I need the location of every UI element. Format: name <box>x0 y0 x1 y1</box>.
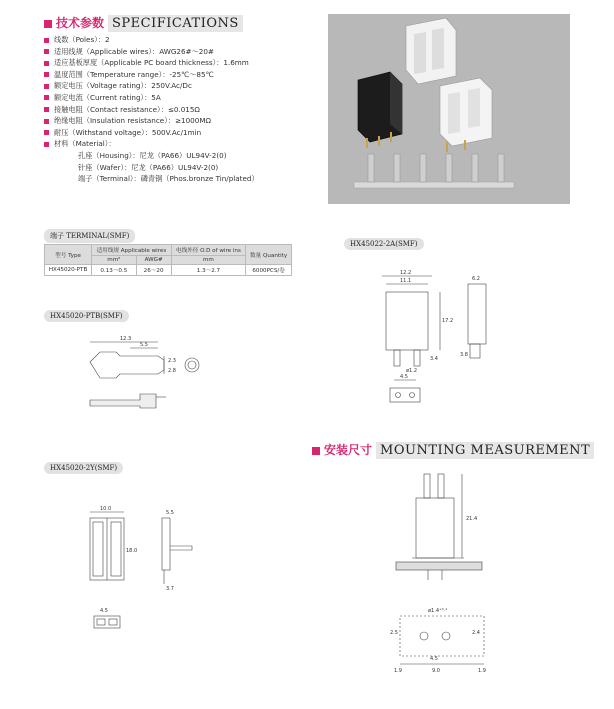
th-type: 型号 Type <box>45 245 92 265</box>
mount-header <box>312 441 594 458</box>
ptb-dim-length: 12.3 <box>120 336 132 342</box>
ptb-dim-b: 5.5 <box>140 342 148 348</box>
material-terminal: 端子（Terminal）：磷青铜（Phos.bronze Tin/plated） <box>78 174 259 184</box>
material-list <box>78 150 259 185</box>
y2-dim-p: 4.5 <box>100 608 108 614</box>
spec-list <box>44 34 249 150</box>
a2a-tag: HX45022-2A(SMF) <box>344 238 424 250</box>
a2a-dim-w1: 12.2 <box>400 270 412 276</box>
ptb-dim-c: 2.3 <box>168 358 176 364</box>
bullet-icon <box>44 61 49 66</box>
mount-header-en: MOUNTING MEASUREMENT <box>376 442 594 459</box>
spec-header-en: SPECIFICATIONS <box>108 15 243 32</box>
table-subheader-row: mm² AWG# mm <box>45 256 292 265</box>
ptb-tag: HX45020-PTB(SMF) <box>44 310 129 322</box>
product-photo-illustration <box>328 14 570 204</box>
a2a-dim-w2: 11.1 <box>400 278 412 284</box>
a2a-drawing <box>366 262 506 412</box>
table-row: HX45020-PTB 0.13～0.5 26～20 1.3～2.7 6000PCS/卷 <box>45 265 292 276</box>
terminal-table <box>44 244 292 276</box>
spec-item: 耐压（Withstand voltage）：500V.Ac/1min <box>44 127 249 139</box>
th-od: 电线外径 O.D of wire ins <box>171 245 246 256</box>
terminal-tag: 端子 TERMINAL(SMF) <box>44 229 135 243</box>
bullet-icon <box>44 72 49 77</box>
mount-dim-c: 4.5 <box>430 656 438 662</box>
spec-item: 额定电流（Current rating）：5A <box>44 92 249 104</box>
table-header-row <box>45 245 292 256</box>
spec-item: 线数（Poles）：2 <box>44 34 249 46</box>
material-wafer: 针座（Wafer）：尼龙（PA66）UL94V-2(0) <box>78 162 219 172</box>
mount-dim-h: 21.4 <box>466 516 478 522</box>
y2-tag: HX45020-2Y(SMF) <box>44 462 123 474</box>
mount-dim-hole: ø1.4⁺⁰·¹ <box>428 608 448 614</box>
y2-dim-h: 18.0 <box>126 548 138 554</box>
bullet-icon <box>44 84 49 89</box>
mount-side-drawing <box>384 470 494 590</box>
bullet-icon <box>44 130 49 135</box>
y2-dim-s: 5.5 <box>166 510 174 516</box>
bullet-icon <box>44 95 49 100</box>
bullet-icon <box>44 119 49 124</box>
bullet-icon <box>44 49 49 54</box>
bullet-icon <box>44 142 49 147</box>
ptb-dim-d: 2.8 <box>168 368 176 374</box>
spec-item: 适应基板厚度（Applicable PC board thickness）：1.6mm <box>44 57 249 69</box>
th-wires: 适用线规 Applicable wires <box>92 245 172 256</box>
spec-item: 材料（Material）： <box>44 138 249 150</box>
mount-dim-f: 1.9 <box>478 668 486 674</box>
spec-item: 接触电阻（Contact resistance）：≤0.015Ω <box>44 104 249 116</box>
a2a-dim-k: 4.5 <box>400 374 408 380</box>
a2a-dim-g: ø1.2 <box>406 368 418 374</box>
mount-header-cn: 安装尺寸 <box>324 443 373 457</box>
material-housing: 孔座（Housing）：尼龙（PA66）UL94V-2(0) <box>78 151 227 160</box>
mount-dim-d: 9.0 <box>432 668 440 674</box>
mount-dim-e: 1.9 <box>394 668 402 674</box>
a2a-dim-p: 3.4 <box>430 356 438 362</box>
a2a-dim-t: 3.8 <box>460 352 468 358</box>
spec-item: 适用线规（Applicable wires）：AWG26#～20# <box>44 46 249 58</box>
square-bullet-icon <box>312 447 320 455</box>
spec-item: 温度范围（Temperature range）：-25℃～85℃ <box>44 69 249 81</box>
a2a-dim-s: 6.2 <box>472 276 480 282</box>
bullet-icon <box>44 107 49 112</box>
product-photo <box>328 14 570 204</box>
y2-drawing <box>80 504 200 644</box>
ptb-drawing <box>80 334 230 424</box>
y2-dim-b: 3.7 <box>166 586 174 592</box>
spec-header-cn: 技术参数 <box>56 16 105 30</box>
bullet-icon <box>44 38 49 43</box>
y2-dim-w: 10.0 <box>100 506 112 512</box>
spec-item: 额定电压（Voltage rating）：250V.Ac/Dc <box>44 80 249 92</box>
mount-dim-b: 2.4 <box>472 630 480 636</box>
square-bullet-icon <box>44 20 52 28</box>
mount-dim-a: 2.5 <box>390 630 398 636</box>
th-qty: 数量 Quantity <box>246 245 292 265</box>
a2a-dim-h: 17.2 <box>442 318 454 324</box>
spec-item: 绝缘电阻（Insulation resistance）：≥1000MΩ <box>44 115 249 127</box>
mount-pcb-drawing <box>388 604 498 676</box>
spec-header <box>44 14 243 31</box>
